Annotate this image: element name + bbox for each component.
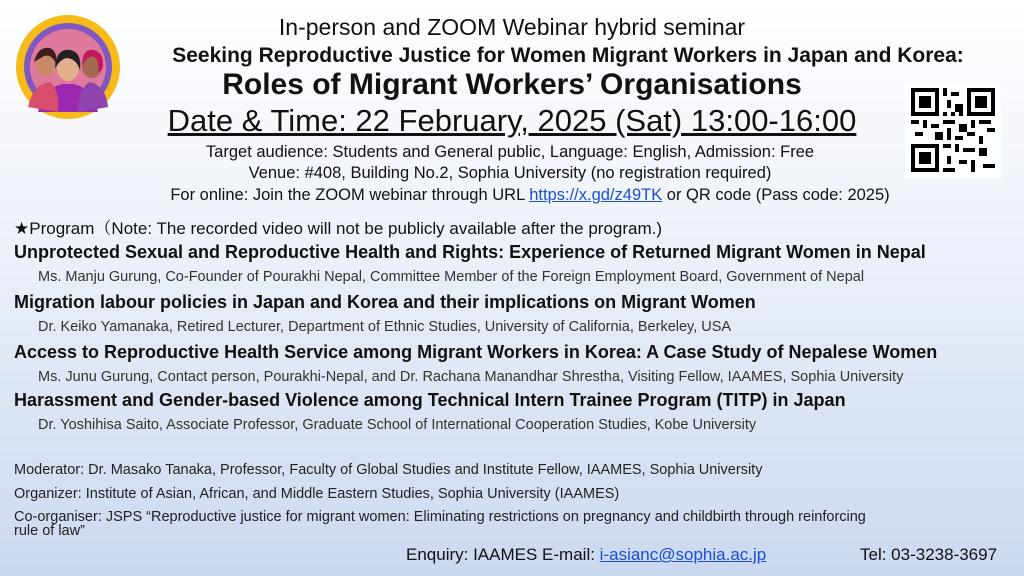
online-info	[0, 186, 1024, 205]
event-audience: Target audience: Students and General public, Language: English, Admission: Free	[205, 143, 815, 161]
telephone: Tel: 03-3238-3697	[860, 545, 998, 564]
program-heading: ★Program（Note: The recorded video will not be publicly available after the program.)	[14, 219, 663, 238]
talk-speaker: Ms. Junu Gurung, Contact person, Pourakhi-Nepal, and Dr. Rachana Manandhar Shrestha, Visiting Fellow, IAAMES, Sophia University	[38, 369, 904, 385]
online-prefix: For online: Join the ZOOM webinar through URL	[170, 186, 530, 204]
event-datetime: Date & Time: 22 February, 2025 (Sat) 13:00-16:00	[167, 103, 857, 138]
organizer: Organizer: Institute of Asian, African, and Middle Eastern Studies, Sophia University (IAAMES)	[14, 486, 620, 502]
talk-speaker: Ms. Manju Gurung, Co-Founder of Pourakhi Nepal, Committee Member of the Foreign Employment Board, Government of Nepal	[38, 269, 865, 285]
enquiry	[406, 545, 766, 565]
moderator: Moderator: Dr. Masako Tanaka, Professor, Faculty of Global Studies and Institute Fellow, IAAMES, Sophia University	[14, 462, 763, 478]
talk-title: Access to Reproductive Health Service among Migrant Workers in Korea: A Case Study of Nepalese Women	[14, 342, 938, 362]
event-type: In-person and ZOOM Webinar hybrid seminar	[278, 14, 746, 40]
enquiry-prefix: Enquiry: IAAMES E-mail:	[406, 545, 600, 564]
online-suffix: or QR code (Pass code: 2025)	[662, 186, 890, 204]
event-venue: Venue: #408, Building No.2, Sophia University (no registration required)	[248, 164, 772, 182]
event-title: Seeking Reproductive Justice for Women Migrant Workers in Japan and Korea:	[172, 44, 964, 67]
talk-title: Harassment and Gender-based Violence among Technical Intern Trainee Program (TITP) in Japan	[14, 390, 846, 410]
talk-speaker: Dr. Yoshihisa Saito, Associate Professor, Graduate School of International Cooperation Studies, Kobe University	[38, 417, 757, 433]
talk-title: Migration labour policies in Japan and Korea and their implications on Migrant Women	[14, 292, 756, 312]
talk-title: Unprotected Sexual and Reproductive Health and Rights: Experience of Returned Migrant Women in Nepal	[14, 242, 926, 262]
coorganiser	[14, 510, 866, 538]
coorganiser-line-1: Co-organiser: JSPS “Reproductive justice for migrant women: Eliminating restrictions on pregnancy and childbirth through reinforcing	[14, 509, 866, 525]
talk-speaker: Dr. Keiko Yamanaka, Retired Lecturer, Department of Ethnic Studies, University of California, Berkeley, USA	[38, 319, 732, 335]
email-link[interactable]: i-asianc@sophia.ac.jp	[599, 545, 767, 564]
event-subtitle: Roles of Migrant Workers’ Organisations	[222, 68, 802, 101]
zoom-url-link[interactable]: https://x.gd/z49TK	[529, 186, 663, 204]
coorganiser-line-2: rule of law”	[14, 523, 85, 539]
